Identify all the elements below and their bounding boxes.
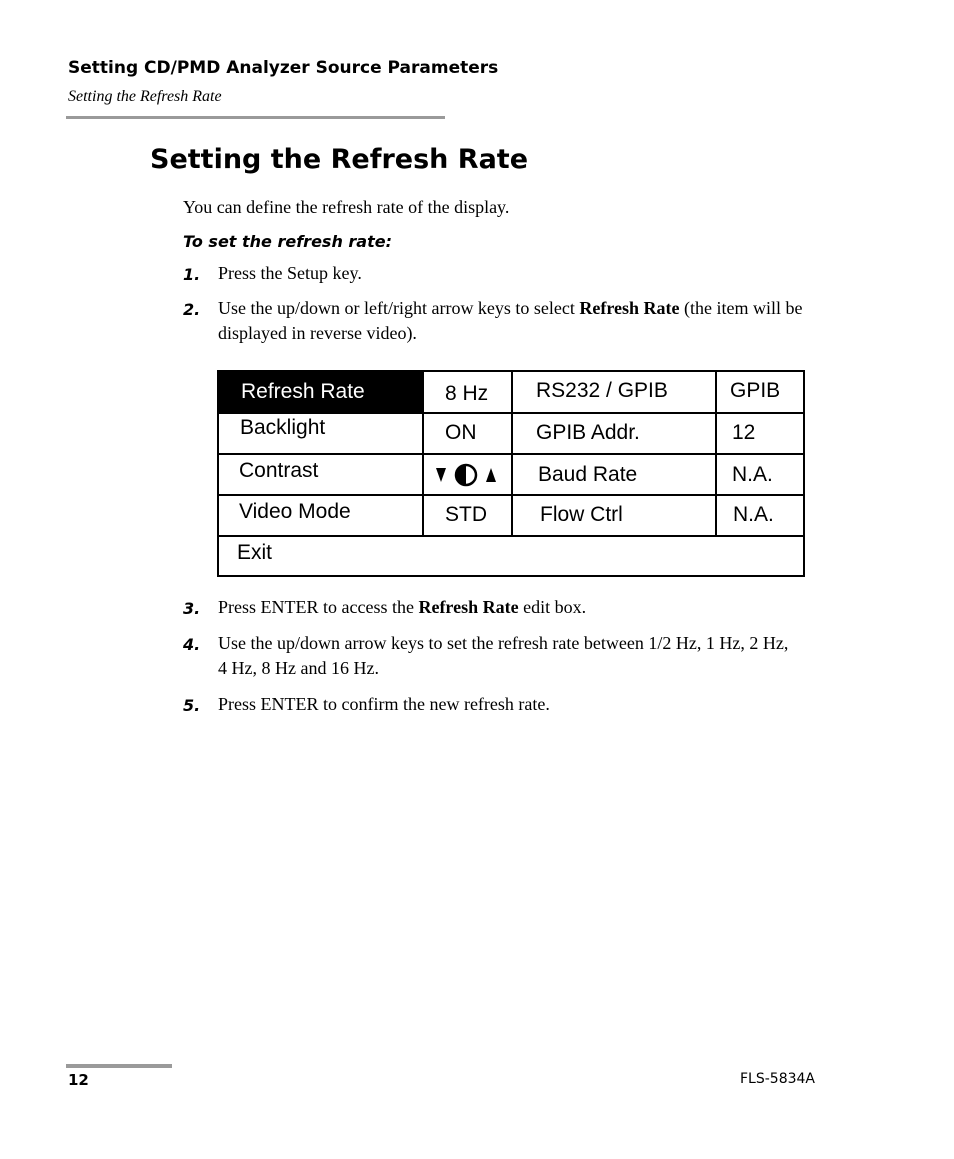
grid-line xyxy=(511,372,513,536)
contrast-controls xyxy=(433,460,503,488)
menu-item-backlight[interactable] xyxy=(219,413,423,454)
menu-param-value-gpib xyxy=(716,372,805,413)
menu-item-label: Backlight xyxy=(240,416,326,439)
menu-item-exit[interactable] xyxy=(219,536,803,575)
setup-menu-screen xyxy=(217,370,805,577)
menu-param-baud-rate[interactable] xyxy=(512,454,716,495)
menu-param-gpib-addr[interactable] xyxy=(512,413,716,454)
menu-param-value-gpib-addr xyxy=(716,413,805,454)
half-circle-icon xyxy=(456,465,476,485)
step-text-pre: Press ENTER to access the xyxy=(218,597,419,617)
menu-param-flow-ctrl[interactable] xyxy=(512,495,716,536)
menu-param-value-text: N.A. xyxy=(733,503,774,526)
menu-param-value-flow-ctrl xyxy=(716,495,805,536)
step-text-post: (the item will be displayed in reverse video). xyxy=(218,298,803,343)
menu-value-refresh-rate xyxy=(423,372,512,413)
step-5 xyxy=(183,692,823,717)
document-code: FLS-5834A xyxy=(740,1071,815,1087)
menu-param-value-baud-rate xyxy=(716,454,805,495)
page-title: Setting the Refresh Rate xyxy=(150,144,529,175)
menu-param-text: RS232 / GPIB xyxy=(536,379,668,402)
step-text: Press the Setup key. xyxy=(218,263,362,283)
step-number: 5. xyxy=(183,696,201,715)
running-header-chapter: Setting CD/PMD Analyzer Source Parameters xyxy=(68,58,499,78)
step-1 xyxy=(183,261,823,286)
menu-param-text: GPIB Addr. xyxy=(536,421,640,444)
running-header-section: Setting the Refresh Rate xyxy=(68,88,222,105)
menu-value-video-mode xyxy=(423,495,512,536)
menu-param-text: Baud Rate xyxy=(538,463,638,486)
step-number: 1. xyxy=(183,265,201,284)
step-text-post: edit box. xyxy=(518,597,587,617)
step-text xyxy=(218,595,818,620)
page-number: 12 xyxy=(68,1071,89,1089)
arrow-down-icon xyxy=(436,468,446,482)
procedure-title: To set the refresh rate: xyxy=(183,232,392,251)
grid-line xyxy=(715,372,717,536)
menu-item-label: Exit xyxy=(237,541,273,564)
menu-value-text: 8 Hz xyxy=(445,382,489,405)
step-2 xyxy=(183,296,823,346)
step-text xyxy=(218,296,808,346)
step-text-bold: Refresh Rate xyxy=(418,597,519,617)
menu-value-contrast xyxy=(423,454,512,495)
menu-item-label: Video Mode xyxy=(239,500,351,523)
grid-line xyxy=(422,372,424,536)
step-3 xyxy=(183,595,823,620)
step-text: Use the up/down arrow keys to set the refresh rate between 1/2 Hz, 1 Hz, 2 Hz, 4 Hz, 8 Hz and 16 Hz. xyxy=(218,633,789,678)
menu-item-label: Contrast xyxy=(239,459,319,482)
menu-item-contrast[interactable] xyxy=(219,454,423,495)
menu-item-label: Refresh Rate xyxy=(241,380,365,403)
menu-value-text: ON xyxy=(445,421,477,444)
arrow-up-icon xyxy=(486,468,496,482)
header-divider xyxy=(66,116,445,119)
menu-param-value-text: GPIB xyxy=(730,379,781,402)
menu-param-value-text: N.A. xyxy=(732,463,773,486)
menu-value-backlight xyxy=(423,413,512,454)
step-4 xyxy=(183,631,823,681)
step-text-pre: Use the up/down or left/right arrow keys to select xyxy=(218,298,580,318)
step-number: 2. xyxy=(183,300,201,319)
intro-paragraph: You can define the refresh rate of the display. xyxy=(183,197,510,217)
step-number: 3. xyxy=(183,599,201,618)
menu-param-text: Flow Ctrl xyxy=(540,503,623,526)
step-number: 4. xyxy=(183,635,201,654)
menu-param-value-text: 12 xyxy=(732,421,756,444)
menu-value-text: STD xyxy=(445,503,487,526)
step-text: Press ENTER to confirm the new refresh rate. xyxy=(218,694,550,714)
menu-param-rs232-gpib[interactable] xyxy=(512,372,716,413)
footer-divider xyxy=(66,1064,172,1068)
menu-item-refresh-rate[interactable] xyxy=(219,372,423,413)
step-text-bold: Refresh Rate xyxy=(579,298,680,318)
menu-item-video-mode[interactable] xyxy=(219,495,423,536)
